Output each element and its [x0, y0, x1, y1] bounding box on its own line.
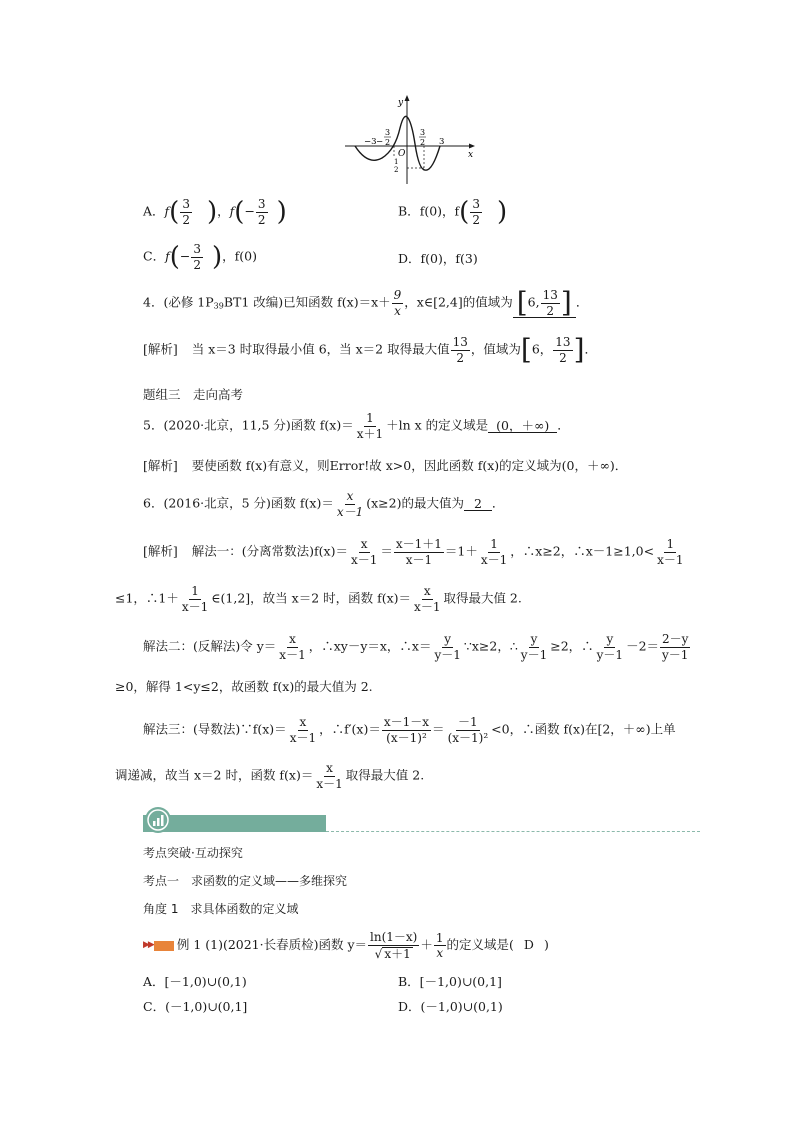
question-6: 6．(2016·北京，5 分)函数 f(x)＝ $\frac{x}{x-1}$ (x≥2)的最大值为 2 ．	[143, 489, 505, 519]
ex1-option-a[interactable]: A．[－1,0)∪(0,1)	[143, 974, 247, 989]
function-graph	[340, 92, 480, 188]
ex1-option-c[interactable]: C．(－1,0)∪(0,1]	[143, 999, 248, 1014]
kaodian-title: 考点一 求函数的定义域——多维探究	[143, 874, 348, 888]
svg-text:−3: −3	[364, 137, 377, 147]
ex1-option-b[interactable]: B．[－1,0)∪(0,1]	[398, 974, 502, 989]
q6-answer: 2	[464, 498, 492, 512]
y-axis-label: y	[398, 98, 404, 108]
q6-method-3-line-2: 调递减，故当 x＝2 时，函数 f(x)＝ $\frac{x}{x-1}$ 取得最大值 2.	[115, 761, 425, 791]
x-axis-label: x	[468, 150, 474, 160]
option-d[interactable]: D．f(0)，f(3)	[398, 251, 478, 266]
q6-method-1-line-2: ≤1，∴1＋ $\frac{1}{x-1}$ ∈(1,2]，故当 x＝2 时，函数 f(x)＝ $\frac{x}{x-1}$ 取得最大值 2.	[115, 584, 522, 614]
svg-text:1: 1	[394, 158, 399, 166]
q4-answer: [6, $\frac{13}{2}$ ]	[513, 289, 576, 318]
group-3-title: 题组三 走向高考	[143, 387, 244, 402]
play-arrow-icon: ▶▶	[143, 940, 153, 951]
q6-method-2-line-2: ≥0，解得 1<y≤2，故函数 f(x)的最大值为 2.	[115, 679, 373, 694]
svg-text:3: 3	[439, 137, 445, 147]
q6-method-2-line-1: 解法二：(反解法)令 y＝ $\frac{x}{x-1}$ ，∴xy－y＝x，∴x＝ $\frac{y}{y-1}$ ∵x≥2，∴ $\frac{y}{y-1}$ ≥2，∴ $\frac{y}{y-1}$ －2＝ $\frac{2-y}{y-1}$	[143, 632, 689, 662]
svg-text:3: 3	[420, 128, 426, 137]
svg-text:−: −	[376, 137, 384, 147]
example-1-answer: D	[523, 937, 534, 953]
svg-text:2: 2	[394, 166, 399, 174]
q6-method-1-line-1: [解析] 解法一：(分离常数法)f(x)＝ $\frac{x}{x-1}$ ＝ $\frac{x-1+1}{x-1}$ ＝1＋ $\frac{1}{x-1}$ ，∴x≥2，∴x－1≥1,0< $\frac{1}{x-1}$	[143, 537, 684, 567]
example-1: ▶▶ 例 1 (1)(2021·长春质检)函数 y＝ $\frac{\ln(1-x)}{√ x+1}$ ＋ $\frac{1}{x}$ 的定义域是( D )	[143, 930, 549, 961]
chart-logo-icon	[144, 806, 172, 834]
section-header: 考点突破·互动探究	[143, 846, 243, 860]
question-4: 4．(必修 $1P_{39}BT1$ 改编)已知函数 f(x)＝x＋ $\frac{9}{x}$ ，x∈[2,4]的值域为 [6, $\frac{13}{2}$ ] ．	[143, 286, 589, 320]
svg-text:2: 2	[420, 138, 426, 147]
question-5: 5．(2020·北京，11,5 分)函数 f(x)＝ $\frac{1}{x+1}$ ＋ln x 的定义域是 (0，＋∞) ．	[143, 411, 570, 441]
svg-text:2: 2	[385, 138, 391, 147]
origin-label: O	[398, 149, 406, 159]
example-badge	[154, 941, 174, 951]
option-c[interactable]: C．f(− $\frac{3}{2}$ )，f(0)	[143, 242, 257, 273]
q6-method-3-line-1: 解法三：(导数法)∵f(x)＝ $\frac{x}{x-1}$ ，∴f′(x)＝ $\frac{x-1-x}{\text{(x－1)²}}$ ＝ $\frac{-1}{\text{(x－1)²}}$ <0，∴函数 f(x)在[2，＋∞)上单	[143, 715, 676, 745]
option-b[interactable]: B．f(0)，f( $\frac{3}{2}$ )	[398, 197, 508, 228]
section-divider	[326, 831, 700, 832]
q4-explanation: [解析] 当 x＝3 时取得最小值 6，当 x＝2 取得最大值 $\frac{13}{2}$ ，值域为[6， $\frac{13}{2}$ ]．	[143, 333, 598, 367]
svg-text:3: 3	[385, 128, 391, 137]
ex1-option-d[interactable]: D．(－1,0)∪(0,1)	[398, 999, 503, 1014]
option-a[interactable]: A．f( $\frac{3}{2}$ )，f(− $\frac{3}{2}$ )	[143, 197, 287, 228]
q5-answer: (0，＋∞)	[488, 420, 557, 434]
q5-explanation: [解析] 要使函数 f(x)有意义，则Error!故 x>0，因此函数 f(x)的定义域为(0，＋∞)．	[143, 458, 628, 473]
jiaodu-title: 角度 1 求具体函数的定义域	[143, 902, 299, 916]
